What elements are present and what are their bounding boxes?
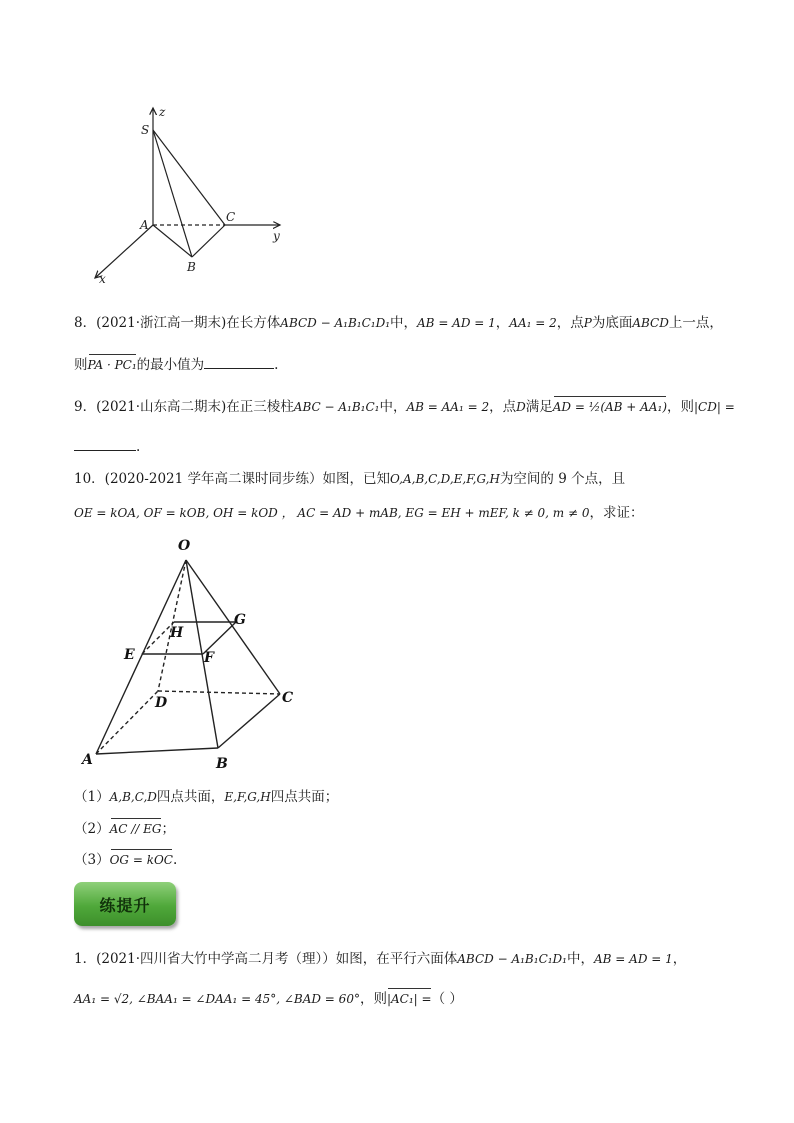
q8-text: 的最小值为 (136, 357, 205, 373)
sub-number: （3） (74, 852, 110, 868)
q8-text: 为底面 (591, 315, 633, 331)
p1-text: 中， (567, 951, 594, 967)
sub1-text: 四点共面； (270, 789, 339, 805)
label-D: D (155, 695, 168, 711)
label-z: z (159, 105, 166, 119)
label-A: A (140, 218, 149, 232)
p1-answer-paren: （ ） (431, 991, 463, 1007)
q10-conditions: OE = kOA, OF = kOB, OH = kOD ， AC = AD + mAB, EG = EH + mEF, k ≠ 0, m ≠ 0 (74, 506, 590, 520)
label-C: C (282, 690, 294, 706)
question-9-line-1 (74, 398, 735, 416)
question-10-line-2 (74, 504, 644, 522)
label-C: C (226, 210, 236, 224)
q8-text: ， (495, 315, 510, 331)
q8-end: . (274, 357, 279, 373)
practice-1-line-2 (74, 990, 463, 1008)
q8-expr-solid: ABCD − A₁B₁C₁D₁ (280, 316, 391, 330)
sub-number: （2） (74, 821, 110, 837)
question-8-line-2 (74, 356, 278, 374)
sub3-expr: OG = kOC (109, 853, 173, 867)
label-B: B (216, 756, 228, 772)
x-axis (95, 225, 153, 278)
q9-text: 满足 (525, 399, 553, 415)
label-G: G (234, 612, 246, 628)
q8-expr-dot: PA · PC₁ (87, 358, 137, 372)
practice-1-line-1 (74, 950, 686, 968)
p1-expr-solid: ABCD − A₁B₁C₁D₁ (457, 952, 567, 966)
q10-text: ，求证： (589, 505, 644, 521)
q9-end: . (136, 439, 141, 455)
q10-sub-3 (74, 851, 177, 869)
q9-text: ，则 (667, 399, 694, 415)
sub1-text: 四点共面， (156, 789, 225, 805)
p1-conditions: AA₁ = √2, ∠BAA₁ = ∠DAA₁ = 45°, ∠BAD = 60° (74, 992, 360, 1006)
q8-expr-aa1: AA₁ = 2 (509, 316, 557, 330)
sub-number: （1） (74, 789, 110, 805)
label-H: H (170, 625, 184, 641)
q9-expr-prism: ABC − A₁B₁C₁ (293, 400, 380, 414)
sub1-points-efgh: E,F,G,H (224, 790, 271, 804)
q10-points: O,A,B,C,D,E,F,G,H (390, 472, 500, 486)
q8-text: ，点 (556, 315, 584, 331)
label-B: B (187, 260, 196, 274)
q9-expr-ab: AB = AA₁ = 2 (406, 400, 490, 414)
q10-text: 为空间的 9 个点，且 (499, 471, 626, 487)
q10-sub-2 (74, 820, 175, 838)
sub2-expr: AC // EG (109, 822, 162, 836)
figure-pyramid (76, 534, 306, 774)
figure-coordinate-tetrahedron (85, 100, 295, 290)
q8-expr-base: ABCD (632, 316, 669, 330)
label-O: O (178, 538, 191, 554)
practice-section-button[interactable]: 练提升 (74, 882, 176, 926)
question-10-line-1 (74, 470, 625, 488)
label-S: S (141, 123, 150, 137)
sub1-points-abcd: A,B,C,D (109, 790, 157, 804)
p1-source: 1．(2021·四川省大竹中学高二月考（理））如图，在平行六面体 (74, 951, 458, 967)
question-9-line-2 (74, 438, 140, 456)
label-E: E (124, 647, 135, 663)
sub2-end: ； (161, 821, 176, 837)
q9-expr-cd: |CD| = (694, 400, 735, 414)
q9-expr-ad: AD = ½(AB + AA₁) (552, 400, 667, 414)
q10-source: 10．(2020-2021 学年高二课时同步练）如图，已知 (74, 471, 391, 487)
p1-expr-ac1: |AC₁| = (386, 992, 432, 1006)
q10-sub-1 (74, 788, 338, 806)
q9-point: D (516, 400, 526, 414)
q9-source: 9．(2021·山东高二期末)在正三棱柱 (74, 399, 294, 415)
label-x: x (99, 272, 106, 286)
label-F: F (204, 650, 214, 666)
answer-blank (204, 356, 274, 369)
q8-source: 8．(2021·浙江高一期末)在长方体 (74, 315, 281, 331)
q9-text: ，点 (489, 399, 517, 415)
q8-expr-ab: AB = AD = 1 (417, 316, 496, 330)
q8-text: 中， (390, 315, 418, 331)
answer-blank (74, 438, 136, 451)
p1-text: ， (672, 951, 687, 967)
label-A: A (82, 752, 93, 768)
q8-text: 则 (74, 357, 88, 373)
q9-text: 中， (379, 399, 407, 415)
q8-text: 上一点， (668, 315, 723, 331)
question-8-line-1 (74, 314, 723, 332)
p1-expr-ab: AB = AD = 1 (594, 952, 673, 966)
q8-point: P (583, 316, 592, 330)
sub3-end: . (173, 852, 178, 868)
p1-text: ，则 (359, 991, 387, 1007)
label-y: y (273, 229, 280, 243)
